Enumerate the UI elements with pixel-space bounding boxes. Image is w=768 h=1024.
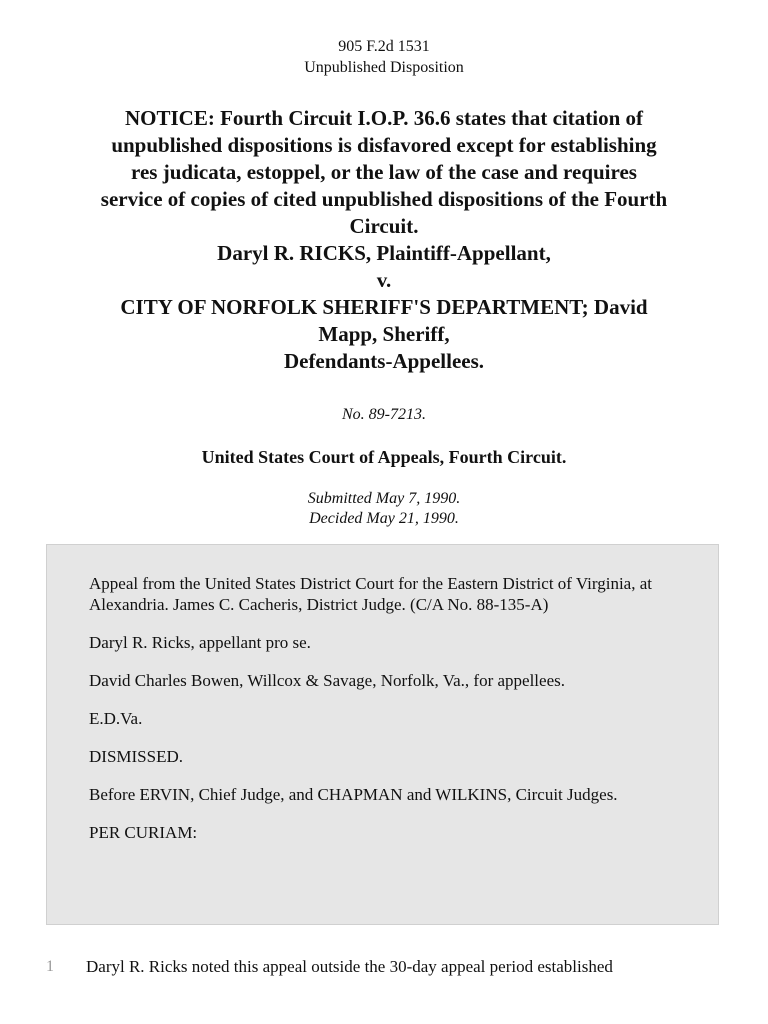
decided-date: Decided May 21, 1990. <box>309 510 459 527</box>
submitted-date: Submitted May 7, 1990. <box>307 490 461 507</box>
notice-line: NOTICE: Fourth Circuit I.O.P. 36.6 states that citation of <box>125 106 643 130</box>
notice-and-caption <box>46 105 722 375</box>
case-header <box>0 36 768 78</box>
per-curiam-text: PER CURIAM: <box>89 823 198 842</box>
caption-appellees: CITY OF NORFOLK SHERIFF'S DEPARTMENT; David <box>120 295 648 319</box>
caption-appellees-role: Defendants-Appellees. <box>283 349 485 373</box>
notice-line: service of copies of cited unpublished dispositions of the Fourth <box>100 187 668 211</box>
appellant-counsel-text: Daryl R. Ricks, appellant pro se. <box>89 633 311 652</box>
appeal-origin-text: Appeal from the United States District Court for the Eastern District of Virginia, at Alexandria. James C. Cacheris, District Judge. (C/A No. 88-135-A) <box>89 574 653 614</box>
notice-line: res judicata, estoppel, or the law of the case and requires <box>131 160 637 184</box>
panel-text: Before ERVIN, Chief Judge, and CHAPMAN and WILKINS, Circuit Judges. <box>89 785 618 804</box>
notice-line: unpublished dispositions is disfavored except for establishing <box>111 133 657 157</box>
disposition-result: DISMISSED. <box>89 747 183 766</box>
caption-appellant: Daryl R. RICKS, Plaintiff-Appellant, <box>217 241 551 265</box>
case-citation: 905 F.2d 1531 <box>338 38 430 55</box>
caption-appellees: Mapp, Sheriff, <box>318 322 450 346</box>
case-summary-box <box>46 544 719 925</box>
court-origin-text: E.D.Va. <box>89 709 143 728</box>
docket-number: No. 89-7213. <box>342 406 426 423</box>
disposition-type: Unpublished Disposition <box>304 59 464 76</box>
notice-line: Circuit. <box>349 214 419 238</box>
appellees-counsel-text: David Charles Bowen, Willcox & Savage, Norfolk, Va., for appellees. <box>89 671 565 690</box>
caption-versus: v. <box>376 268 392 292</box>
court-name: United States Court of Appeals, Fourth Circuit. <box>201 447 567 467</box>
case-dates <box>0 489 768 529</box>
paragraph-number: 1 <box>46 958 54 975</box>
paragraph-text: Daryl R. Ricks noted this appeal outside the 30-day appeal period established <box>86 957 613 976</box>
